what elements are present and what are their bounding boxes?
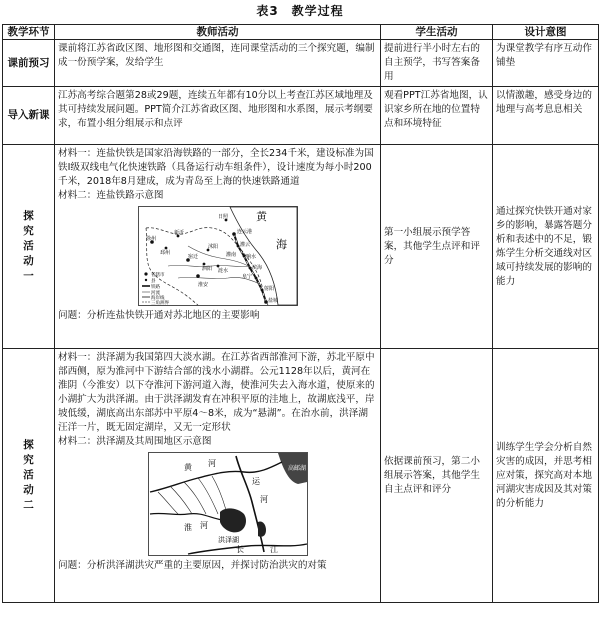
student-text: 第一小组展示预学答案，其他学生点评和评分	[384, 226, 480, 266]
stage-cell	[3, 87, 55, 145]
map-label: 长	[236, 545, 244, 554]
hongze-lake-map	[58, 452, 377, 556]
map-label: 沭阳	[208, 244, 219, 250]
legend-label: 三角洲界	[151, 301, 169, 306]
student-cell	[381, 87, 493, 145]
map-label: 河	[200, 521, 208, 530]
header-stage: 教学环节	[3, 25, 55, 40]
stage-cell	[3, 40, 55, 87]
material-one-text: 材料一：洪泽湖为我国第四大淡水湖。在江苏省西部淮河下游，苏北平原中部西侧，原为淮河中下游结合部的浅水小湖群。公元1128年以后，黄河在淮阴（今淮安）以下夺淮河下游河道入海，使淮河失去入海水道，使原来的小湖扩大为洪泽湖。由于洪泽湖发育在冲积平原的洼地上，故湖底浅平，岸坡低缓，湖底高出东部苏中平原4～8米，成为“悬湖”。在治水前，洪泽湖汪洋一片，既无固定湖岸，又无一定形状	[58, 352, 375, 433]
map-label: 河	[208, 459, 216, 468]
header-student: 学生活动	[381, 25, 493, 40]
map-label: 徐州	[146, 236, 157, 242]
map-label: 淮安	[198, 282, 209, 288]
legend-label: 县	[151, 279, 156, 284]
legend-label: 铁路	[151, 285, 160, 290]
map-label: 新沂	[174, 230, 185, 236]
map-label: 泗阳	[202, 266, 213, 272]
map-label: 射阳	[264, 286, 275, 292]
student-text: 观看PPT江苏省地图，认识家乡所在地的位置特点和环境特征	[384, 90, 488, 129]
teaching-process-table	[2, 24, 599, 603]
student-text: 依据课前预习，第二小组展示答案，其他学生自主点评和评分	[384, 455, 480, 495]
question-text: 问题：分析洪泽湖洪灾严重的主要原因，并探讨防治洪灾的对策	[58, 560, 327, 571]
map-label: 灌云	[240, 242, 251, 248]
legend-label: 河流	[151, 291, 160, 296]
map-label: 盐城	[268, 298, 279, 304]
teacher-text: 课前将江苏省政区图、地形图和交通图，连同课堂活动的三个探究题，编制成一份预学案，发给学生	[58, 43, 375, 68]
map-label: 运	[252, 477, 260, 486]
material-two-caption: 材料二：连盐铁路示意图	[58, 190, 164, 201]
teacher-cell	[55, 349, 381, 603]
map-label: 阜宁	[242, 274, 253, 280]
intent-text: 训练学生学会分析自然灾害的成因，并思考相应对策，探究高对本地河湖灾害成因及其对策的分析能力	[496, 441, 592, 509]
table-row	[3, 40, 599, 87]
map-label: 邳州	[160, 250, 171, 256]
map-label: 河	[260, 495, 268, 504]
lianyan-railway-map	[58, 206, 377, 306]
intent-cell	[493, 40, 599, 87]
table-caption: 表3 教学过程	[256, 4, 344, 18]
intent-cell	[493, 349, 599, 603]
teacher-cell	[55, 145, 381, 349]
stage-label: 探究活动二	[23, 439, 34, 511]
intent-text: 以情激趣，感受身边的地理与高考息息相关	[496, 90, 592, 115]
stage-label: 导入新课	[7, 109, 50, 121]
legend-label: 海岸线	[151, 296, 165, 301]
intent-cell	[493, 145, 599, 349]
stage-cell	[3, 349, 55, 603]
table-row	[3, 145, 599, 349]
student-cell	[381, 145, 493, 349]
map-label: 涟水	[218, 268, 229, 274]
teacher-text: 江苏高考综合题第28或29题，连续五年都有10分以上考查江苏区域地理及其可持续发展问题。PPT简介江苏省政区图、地形图和水系图，展示考纲要求，布置小组分组展示和点评	[58, 90, 373, 129]
student-cell	[381, 40, 493, 87]
student-cell	[381, 349, 493, 603]
table-row	[3, 87, 599, 145]
material-two-caption: 材料二：洪泽湖及其周围地区示意图	[58, 436, 212, 447]
map-label: 海	[276, 238, 287, 251]
intent-text: 为课堂教学有序互动作铺垫	[496, 43, 592, 68]
student-text: 提前进行半小时左右的自主预学，书写答案备用	[384, 43, 480, 82]
map-label: 高邮湖	[288, 465, 307, 472]
question-text: 问题：分析连盐快铁开通对苏北地区的主要影响	[58, 310, 260, 321]
map-label: 响水	[246, 254, 257, 260]
intent-text: 通过探究快铁开通对家乡的影响，暴露答题分析和表述中的不足，锻炼学生分析交通线对区域可持续发展的影响的能力	[496, 205, 592, 287]
lake-map-svg	[148, 452, 308, 556]
map-label: 黄	[256, 210, 267, 223]
map-label: 江	[270, 545, 278, 554]
map-label: 黄	[184, 463, 192, 472]
map-label: 淮	[184, 523, 192, 532]
teacher-cell	[55, 87, 381, 145]
teacher-cell	[55, 40, 381, 87]
map-label: 洪泽湖	[218, 536, 239, 544]
intent-cell	[493, 87, 599, 145]
railway-map-svg	[138, 206, 298, 306]
map-label: 日照	[218, 214, 229, 220]
stage-cell	[3, 145, 55, 349]
header-teacher: 教师活动	[55, 25, 381, 40]
stage-label: 探究活动一	[23, 210, 34, 282]
header-intent: 设计意图	[493, 25, 599, 40]
stage-label: 课前预习	[7, 56, 50, 69]
map-label: 灌南	[226, 252, 237, 258]
map-label: 宿迁	[188, 254, 199, 260]
table-row	[3, 349, 599, 603]
map-label: 滨海	[252, 265, 263, 271]
table-header-row	[3, 25, 599, 40]
map-label: 连云港	[237, 229, 253, 235]
material-one-text: 材料一：连盐快铁是国家沿海铁路的一部分，全长234千米，建设标准为国铁Ⅰ级双线电气化快速铁路（具备运行动车组条件），设计速度为每小时200千米，2018年8月建成，成为青岛至上海的快速铁路通道	[58, 148, 374, 187]
legend-label: 省辖市	[151, 273, 165, 278]
